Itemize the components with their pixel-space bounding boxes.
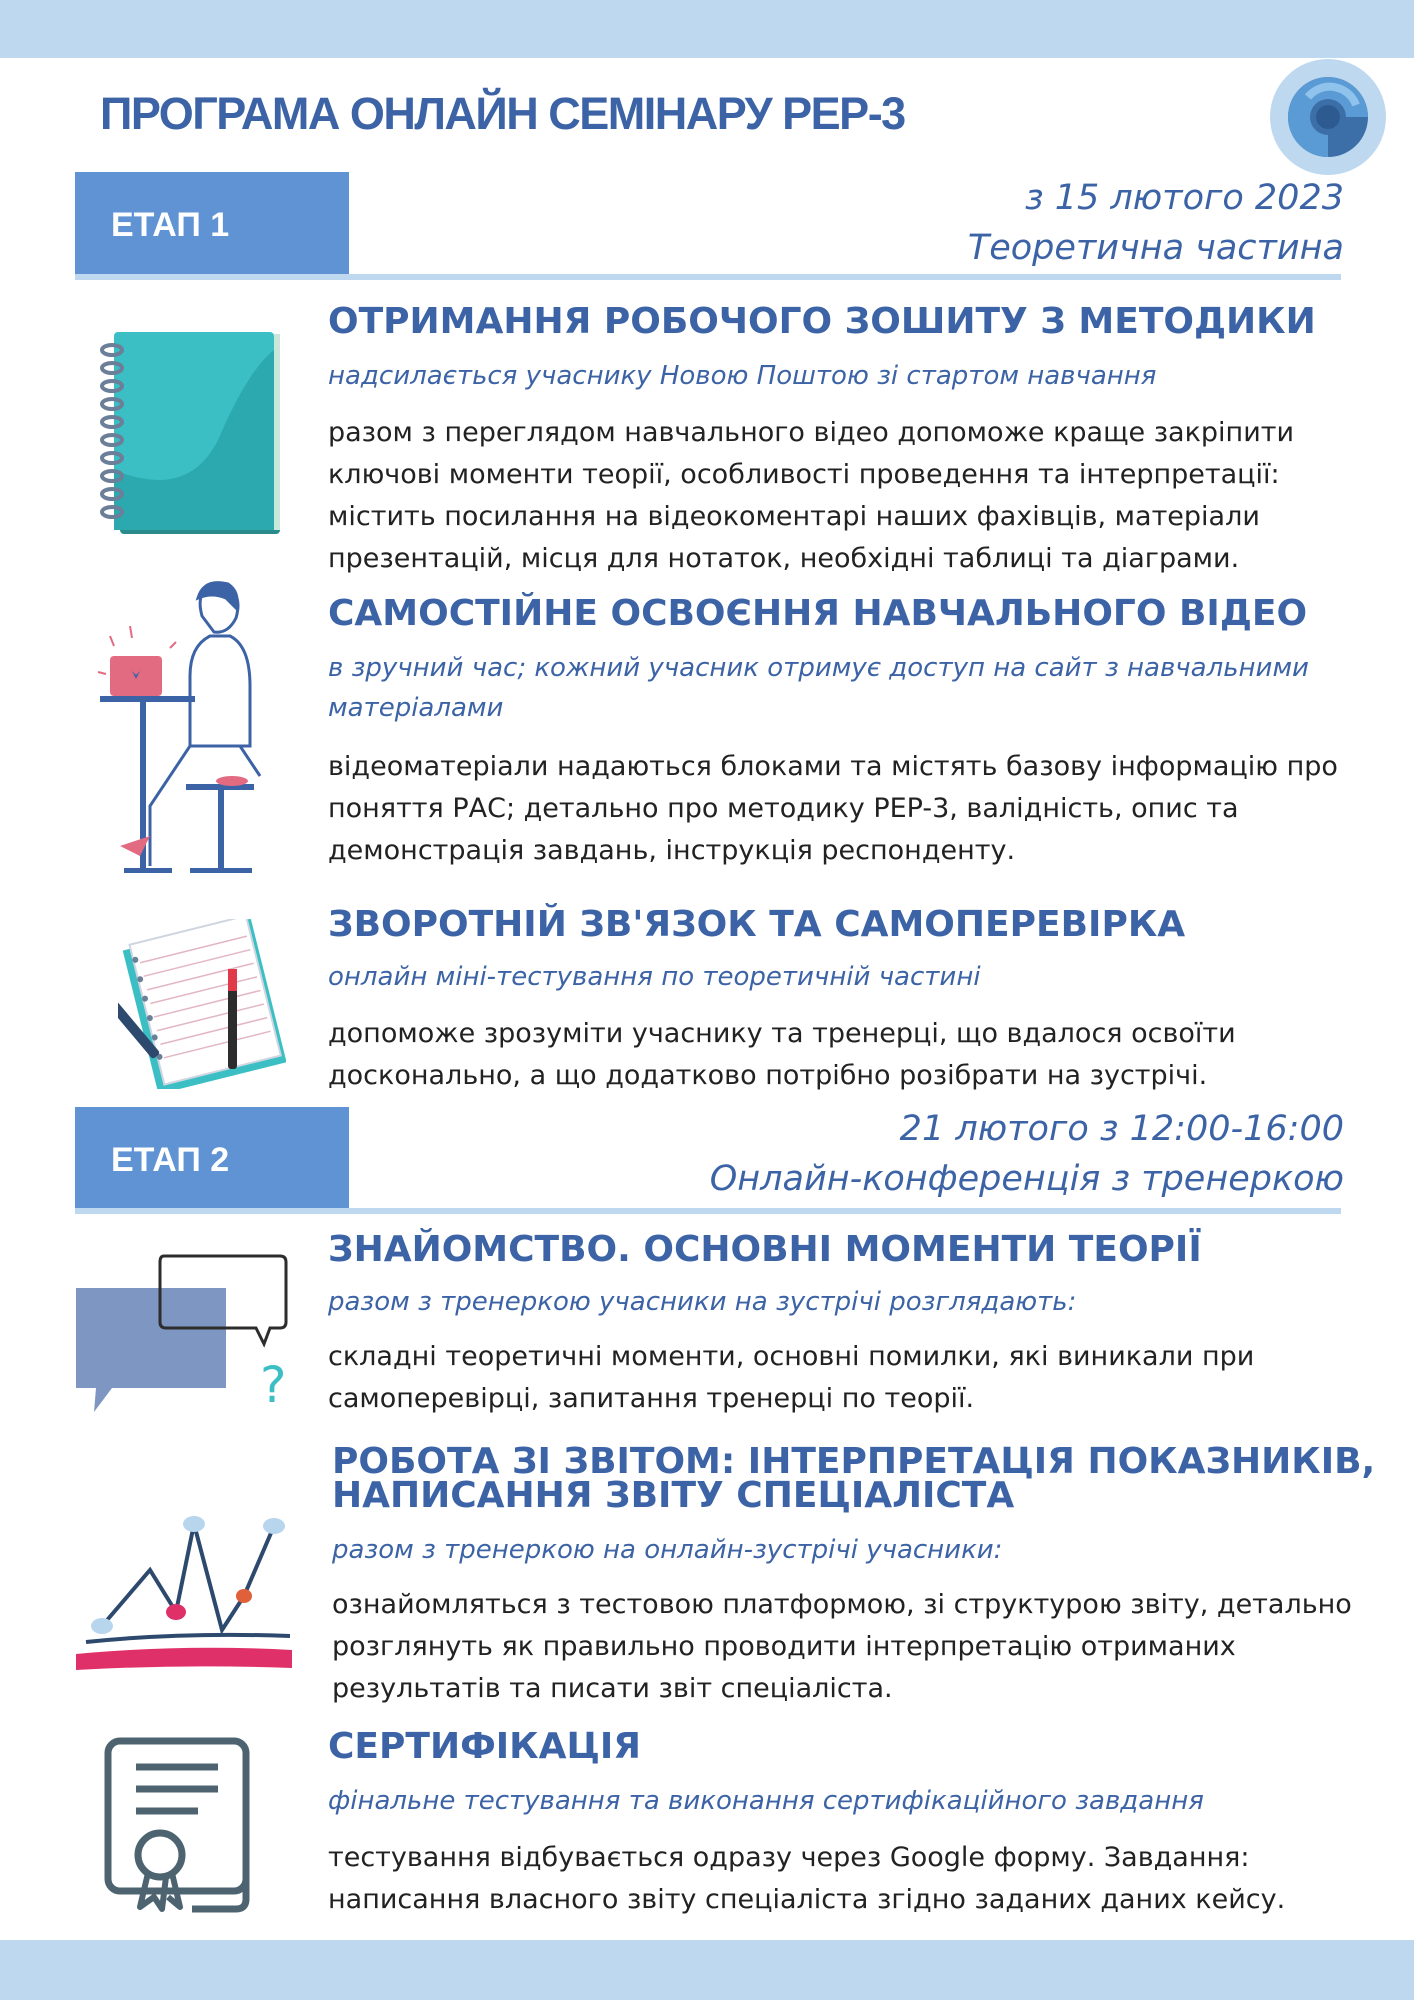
top-band xyxy=(0,0,1414,58)
stage-2-name: Онлайн-конференція з тренеркою xyxy=(709,1159,1344,1199)
section-title: САМОСТІЙНЕ ОСВОЄННЯ НАВЧАЛЬНОГО ВІДЕО xyxy=(328,593,1308,634)
line-chart-icon xyxy=(72,1504,296,1674)
stage-1-divider xyxy=(75,274,1341,280)
section-subtitle: надсилається учаснику Новою Поштою зі стартом навчання xyxy=(328,361,1157,391)
section-body: ознайомляться з тестовою платформою, зі структурою звіту, детально розглянуть як правильно проводити інтерпретацію отриманих результатів та писати звіт спеціаліста. xyxy=(332,1589,1352,1704)
notebook-icon xyxy=(98,330,283,540)
certificate-icon xyxy=(102,1737,252,1917)
section-subtitle: фінальне тестування та виконання сертифікаційного завдання xyxy=(328,1786,1204,1816)
stage-2-label: ЕТАП 2 xyxy=(75,1107,349,1213)
section-subtitle: онлайн міні-тестування по теоретичній частині xyxy=(328,962,981,992)
section-body: тестування відбувається одразу через Google форму. Завдання: написання власного звіту спеціаліста згідно заданих даних кейсу. xyxy=(328,1842,1286,1915)
section-subtitle: разом з тренеркою на онлайн-зустрічі учасники: xyxy=(332,1535,1003,1565)
section-title-line-1: РОБОТА ЗІ ЗВІТОМ: ІНТЕРПРЕТАЦІЯ ПОКАЗНИКІВ, xyxy=(332,1441,1376,1482)
stage-2-date: 21 лютого з 12:00-16:00 xyxy=(899,1109,1344,1149)
svg-text:?: ? xyxy=(260,1356,287,1412)
page-title: ПРОГРАМА ОНЛАЙН СЕМІНАРУ PEP-3 xyxy=(100,88,905,139)
section-title: ОТРИМАННЯ РОБОЧОГО ЗОШИТУ З МЕТОДИКИ xyxy=(328,301,1316,342)
stage-2-divider xyxy=(75,1208,1341,1214)
stage-1-date: з 15 лютого 2023 xyxy=(1024,178,1344,218)
person-at-laptop-icon xyxy=(90,576,290,886)
section-title: ЗНАЙОМСТВО. ОСНОВНІ МОМЕНТИ ТЕОРІЇ xyxy=(328,1229,1202,1270)
section-body: відеоматеріали надаються блоками та містять базову інформацію про поняття РАС; детально про методику PEP-3, валідність, опис та демонстрація завдань, інструкція респонденту. xyxy=(328,751,1338,866)
stage-1-name: Теоретична частина xyxy=(967,228,1344,268)
section-title-line-2: НАПИСАННЯ ЗВІТУ СПЕЦІАЛІСТА xyxy=(332,1475,1015,1516)
section-title: ЗВОРОТНІЙ ЗВ'ЯЗОК ТА САМОПЕРЕВІРКА xyxy=(328,904,1186,945)
circle-logo-icon xyxy=(1268,57,1388,177)
bottom-band xyxy=(0,1940,1414,2000)
section-subtitle: в зручний час; кожний учасник отримує доступ на сайт з навчальними матеріалами xyxy=(328,653,1309,723)
notepad-pens-icon xyxy=(118,919,286,1089)
stage-1-label: ЕТАП 1 xyxy=(75,172,349,278)
stage-2-info xyxy=(710,1104,1344,1204)
section-body: допоможе зрозуміти учаснику та тренерці, що вдалося освоїти досконально, а що додатково потрібно розібрати на зустрічі. xyxy=(328,1018,1236,1091)
section-body: складні теоретичні моменти, основні помилки, які виникали при самоперевірці, запитання тренерці по теорії. xyxy=(328,1341,1255,1414)
stage-1-info xyxy=(968,173,1344,273)
section-body: разом з переглядом навчального відео допоможе краще закріпити ключові моменти теорії, особливості проведення та інтерпретації: містить посилання на відеокоментарі наших фахівців, матеріали презентацій, місця для нотаток, необхідні таблиці та діаграми. xyxy=(328,417,1295,574)
section-subtitle: разом з тренеркою учасники на зустрічі розглядають: xyxy=(328,1287,1077,1317)
speech-bubbles-icon xyxy=(74,1252,292,1412)
section-title: СЕРТИФІКАЦІЯ xyxy=(328,1726,641,1767)
